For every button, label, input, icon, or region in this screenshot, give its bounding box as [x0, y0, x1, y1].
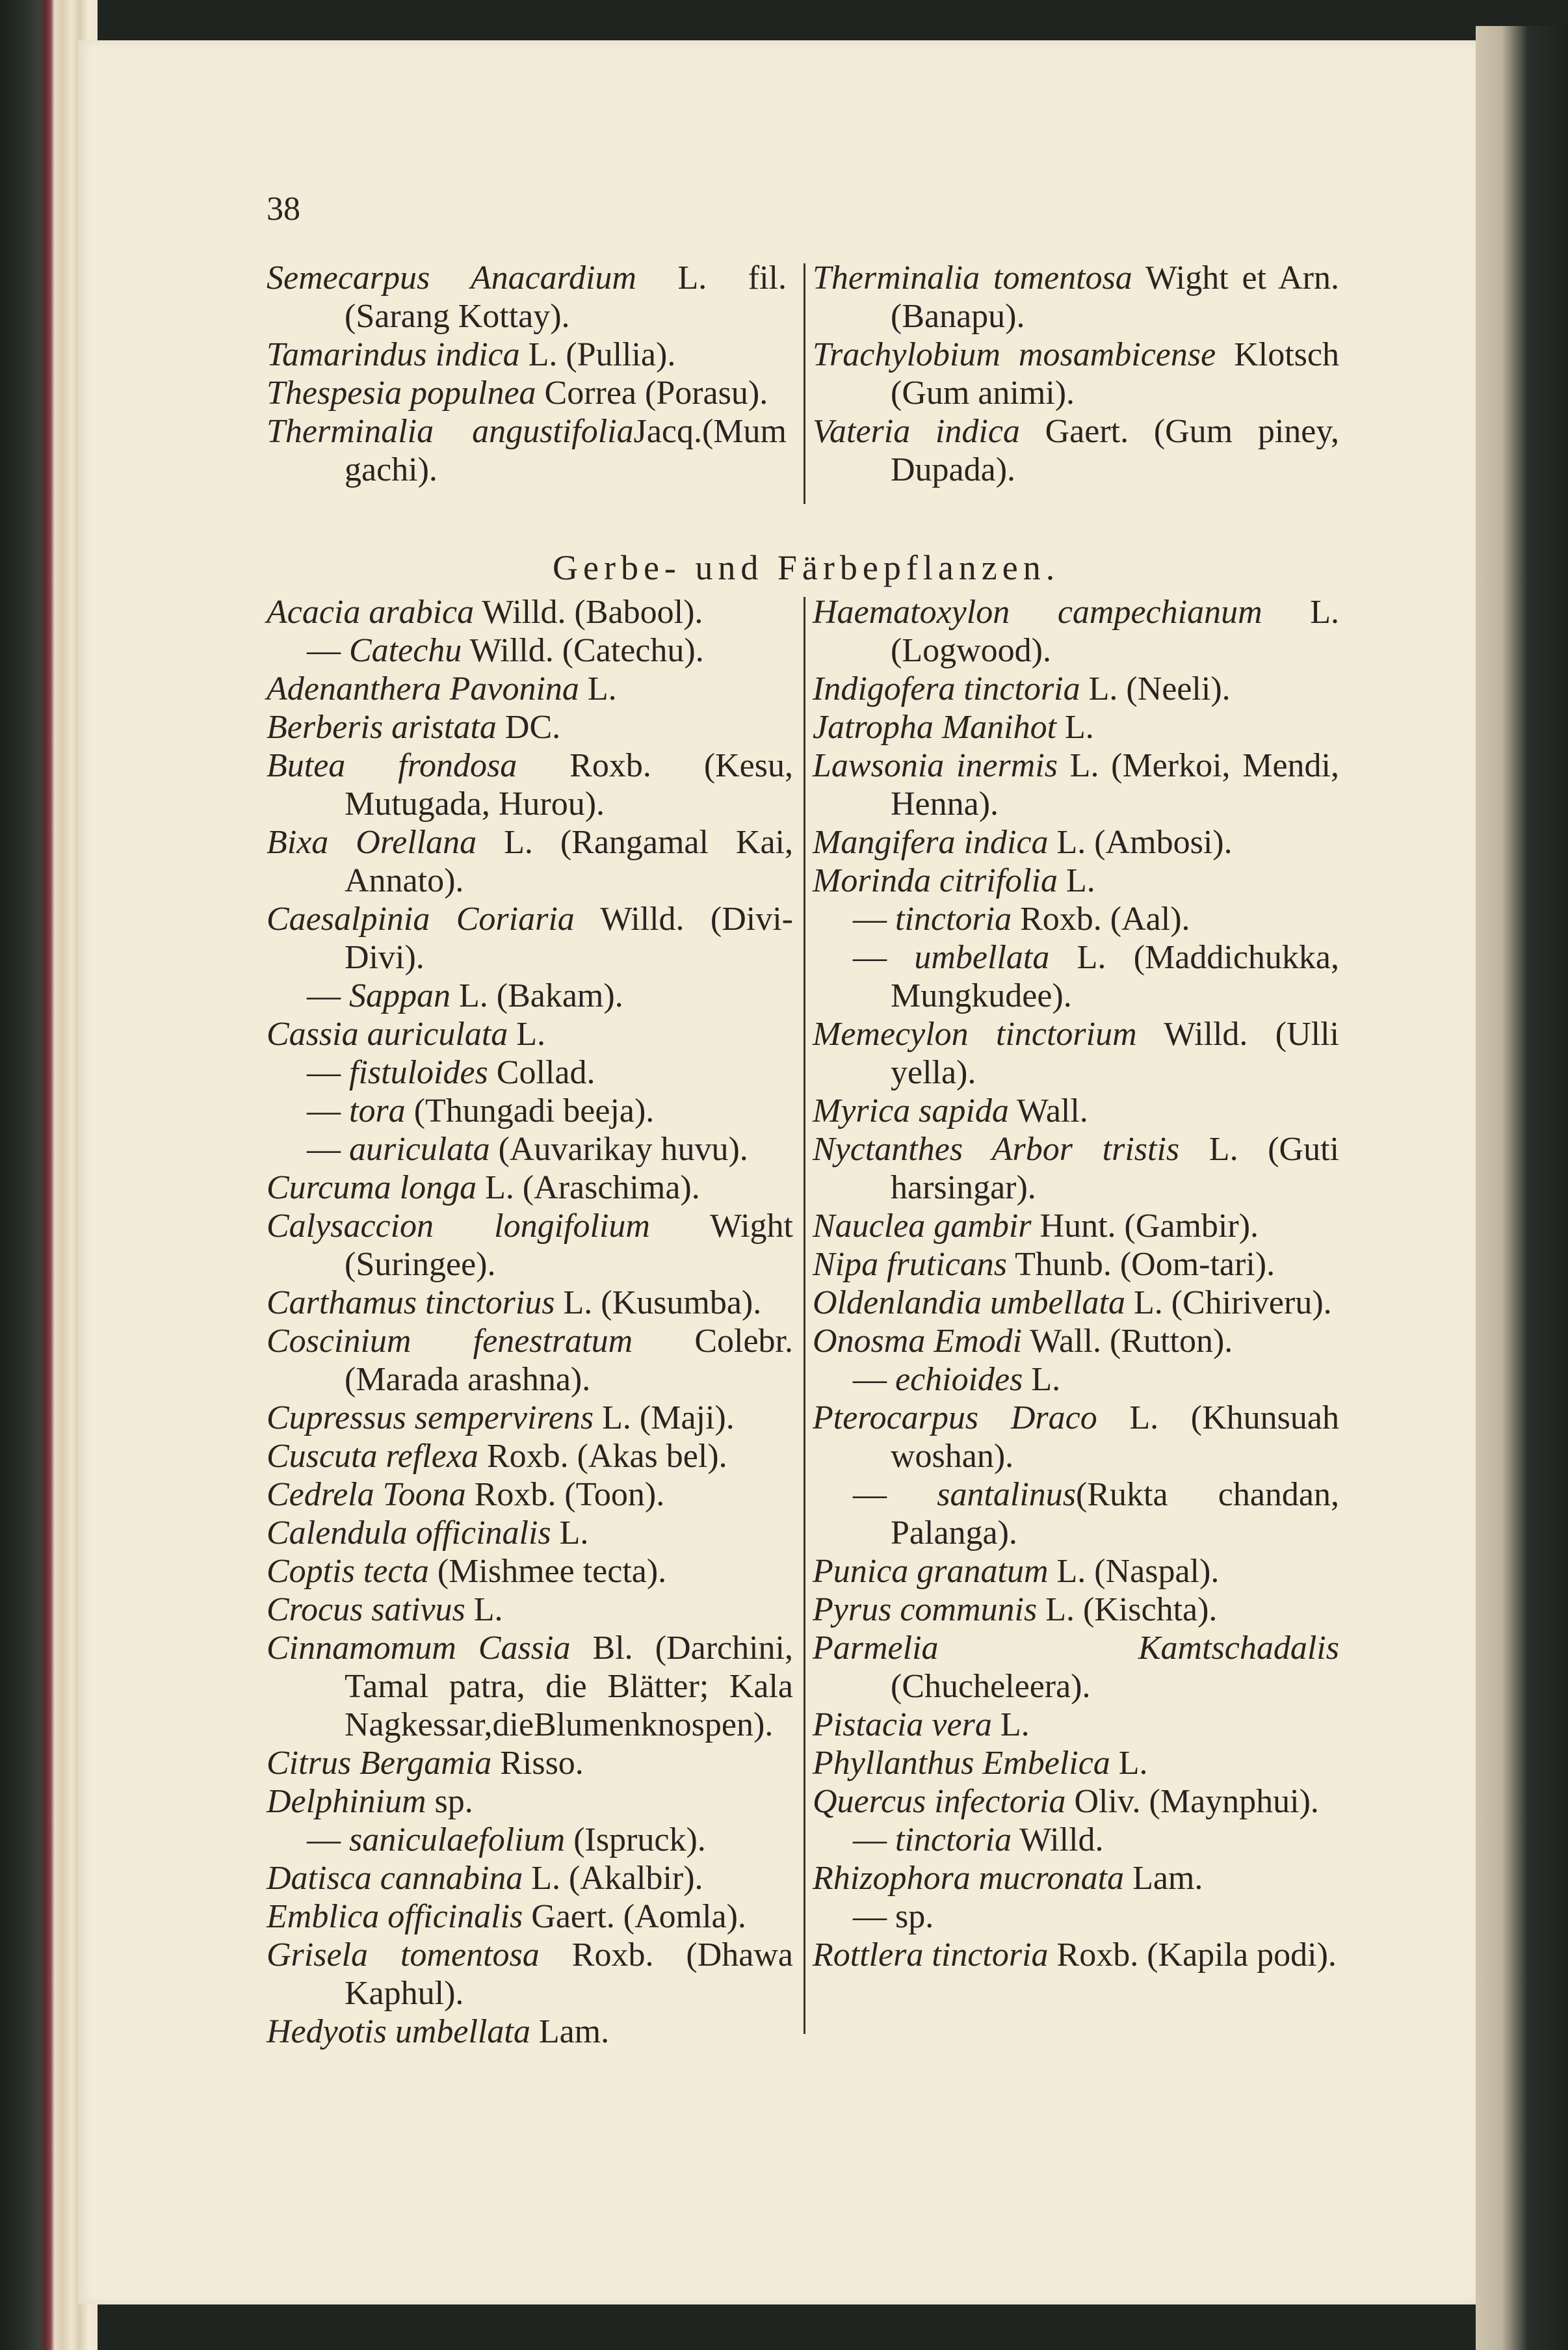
species-name: Cedrela Toona: [267, 1476, 466, 1513]
species-entry: [267, 1744, 793, 1782]
species-entry: [267, 412, 787, 489]
species-entry: [813, 1552, 1339, 1591]
species-entry: [267, 1514, 793, 1552]
species-name: Bixa Orellana: [267, 824, 477, 861]
species-details: L. (Chiriveru).: [1125, 1284, 1332, 1321]
species-name: Jatropha Manihot: [813, 709, 1057, 746]
species-entry: [813, 1475, 1339, 1552]
species-details: Roxb. (Toon).: [465, 1476, 665, 1513]
species-entry: [813, 1706, 1339, 1744]
species-name: tinctoria: [895, 1821, 1012, 1858]
species-details: L. (Kischta).: [1037, 1591, 1218, 1628]
species-details: (Auvarikay huvu).: [490, 1131, 748, 1168]
species-name: Nipa fruticans: [813, 1246, 1008, 1283]
species-details: DC.: [496, 709, 561, 746]
species-details: Roxb. (Aal).: [1012, 901, 1190, 938]
species-entry: [813, 670, 1339, 708]
species-details: L.: [991, 1706, 1030, 1743]
species-name: Nyctanthes Arbor tristis: [813, 1131, 1180, 1168]
species-entry: [267, 1284, 793, 1322]
species-name: Adenanthera Pavonina: [267, 670, 579, 707]
species-details: Roxb. (Kapila podi).: [1048, 1936, 1337, 1974]
species-entry: [267, 900, 793, 977]
species-name: Myrica sapida: [813, 1092, 1009, 1129]
species-entry: [267, 1130, 793, 1168]
species-details: L. (Khunsuah woshan).: [891, 1399, 1339, 1475]
species-name: Catechu: [349, 632, 462, 669]
species-details: Roxb. (Dhawa Kaphul).: [345, 1936, 794, 2012]
species-details: L.: [1058, 862, 1095, 899]
species-name: fistuloides: [349, 1054, 488, 1091]
species-name: Vateria indica: [813, 413, 1020, 450]
species-name: santalinus: [937, 1476, 1077, 1513]
species-details: Jacq.(Mum gachi).: [345, 413, 787, 488]
species-name: Delphinium: [267, 1783, 426, 1820]
species-entry: [813, 593, 1339, 670]
species-name: Onosma Emodi: [813, 1323, 1023, 1360]
species-entry: [267, 1591, 793, 1629]
species-details: L. (Neeli).: [1080, 670, 1231, 707]
species-entry: [813, 1284, 1339, 1322]
species-entry: [813, 259, 1339, 336]
species-name: Nauclea gambir: [813, 1208, 1032, 1245]
species-details: Risso.: [491, 1745, 584, 1782]
species-details: L. (Maji).: [594, 1399, 735, 1436]
species-details: L. (Ambosi).: [1048, 824, 1233, 861]
species-name: Cassia auriculata: [267, 1016, 508, 1053]
species-name: tinctoria: [895, 901, 1012, 938]
species-name: Mangifera indica: [813, 824, 1049, 861]
species-entry: [813, 1744, 1339, 1782]
section-heading: Gerbe- und Färbepflanzen.: [553, 548, 1060, 587]
species-details: Lam.: [530, 2013, 610, 2050]
species-details: L. (Araschima).: [477, 1169, 700, 1206]
species-details: L. (Guti harsingar).: [891, 1131, 1339, 1206]
species-details: L. (Pullia).: [519, 336, 676, 373]
species-details: L. (Maddichukka, Mungkudee).: [891, 939, 1339, 1014]
ditto-dash: —: [853, 901, 895, 938]
species-name: Coscinium fenestratum: [267, 1323, 633, 1360]
species-details: L.: [508, 1016, 546, 1053]
top-right-column: [813, 259, 1339, 489]
species-entry: [813, 336, 1339, 412]
species-entry: [813, 708, 1339, 746]
species-details: sp.: [426, 1783, 473, 1820]
species-name: umbellata: [914, 939, 1050, 976]
species-entry: [813, 1897, 1339, 1936]
species-entry: [813, 938, 1339, 1015]
species-entry: [267, 1322, 793, 1399]
species-name: Crocus sativus: [267, 1591, 465, 1628]
species-details: Hunt. (Gambir).: [1031, 1208, 1259, 1245]
species-entry: [267, 2013, 793, 2051]
species-entry: [813, 412, 1339, 489]
species-name: Lawsonia inermis: [813, 747, 1058, 784]
species-entry: [267, 977, 793, 1015]
main-right-column: [813, 593, 1339, 1974]
species-name: Oldenlandia umbellata: [813, 1284, 1125, 1321]
species-name: Pterocarpus Draco: [813, 1399, 1097, 1436]
species-entry: [813, 900, 1339, 938]
species-entry: [267, 259, 787, 336]
species-entry: [813, 1207, 1339, 1245]
species-entry: [813, 1782, 1339, 1821]
species-entry: [267, 593, 793, 631]
species-details: L. (Merkoi, Mendi, Henna).: [891, 747, 1339, 823]
species-details: Gaert. (Aomla).: [523, 1898, 746, 1935]
species-entry: [813, 1360, 1339, 1399]
species-details: L.: [1023, 1361, 1061, 1398]
species-details: L. fil. (Sarang Kottay).: [345, 259, 787, 335]
ditto-dash: —: [307, 1821, 349, 1858]
species-name: Berberis aristata: [267, 709, 497, 746]
species-name: Sappan: [349, 977, 451, 1014]
species-details: L. (Naspal).: [1048, 1553, 1220, 1590]
species-details: Willd. (Divi-Divi).: [345, 901, 793, 976]
species-details: L. (Akalbir).: [523, 1860, 703, 1897]
species-name: Trachylobium mosambicense: [813, 336, 1216, 373]
species-entry: [267, 1168, 793, 1207]
species-name: Pistacia vera: [813, 1706, 992, 1743]
species-details: (Thungadi beeja).: [405, 1092, 655, 1129]
species-entry: [267, 631, 793, 670]
page-edge: [1476, 26, 1568, 2350]
species-name: auriculata: [349, 1131, 490, 1168]
species-name: tora: [349, 1092, 406, 1129]
species-entry: [267, 374, 787, 412]
species-details: Bl. (Darchini, Tamal patra, die Blätter; Kala Nagkessar,dieBlumenknospen).: [345, 1630, 793, 1743]
species-details: Klotsch (Gum animi).: [891, 336, 1339, 412]
species-entry: [813, 1015, 1339, 1092]
species-entry: [813, 1130, 1339, 1207]
species-details: Roxb. (Akas bel).: [478, 1438, 727, 1475]
species-name: Phyllanthus Embelica: [813, 1745, 1110, 1782]
species-entry: [267, 1053, 793, 1092]
species-name: Butea frondosa: [267, 747, 517, 784]
species-entry: [267, 1475, 793, 1514]
ditto-dash: —: [307, 977, 349, 1014]
species-entry: [267, 670, 793, 708]
species-name: Grisela tomentosa: [267, 1936, 540, 1974]
species-details: Gaert. (Gum piney, Dupada).: [891, 413, 1339, 488]
species-name: Curcuma longa: [267, 1169, 477, 1206]
species-details: L. (Bakam).: [451, 977, 623, 1014]
species-name: Pyrus communis: [813, 1591, 1038, 1628]
species-details: Willd. (Babool).: [474, 594, 703, 631]
species-details: Willd. (Catechu).: [462, 632, 704, 669]
species-details: L.: [579, 670, 617, 707]
species-details: (Rukta chandan, Palanga).: [891, 1476, 1339, 1551]
species-details: L.: [551, 1514, 589, 1551]
species-entry: [267, 1629, 793, 1744]
species-details: Colebr. (Marada arashna).: [345, 1323, 793, 1398]
species-name: Hedyotis umbellata: [267, 2013, 530, 2050]
column-divider-top: [804, 263, 805, 504]
species-entry: [813, 1399, 1339, 1475]
species-entry: [813, 1092, 1339, 1130]
species-entry: [267, 1552, 793, 1591]
species-details: Correa (Porasu).: [536, 375, 768, 412]
species-entry: [267, 1015, 793, 1053]
species-name: Emblica officinalis: [267, 1898, 523, 1935]
species-details: Lam.: [1124, 1860, 1203, 1897]
species-name: Tamarindus indica: [267, 336, 520, 373]
species-entry: [267, 1821, 793, 1859]
ditto-dash: —: [853, 1821, 895, 1858]
species-name: Haematoxylon campechianum: [813, 594, 1262, 631]
species-entry: [813, 1821, 1339, 1859]
species-entry: [267, 823, 793, 900]
species-name: Parmelia Kamtschadalis: [813, 1630, 1339, 1667]
species-name: Cinnamomum Cassia: [267, 1630, 571, 1667]
species-details: Collad.: [488, 1054, 595, 1091]
ditto-dash: —: [307, 1092, 349, 1129]
species-details: L.: [1056, 709, 1094, 746]
species-entry: [813, 1629, 1339, 1706]
main-left-column: [267, 593, 793, 2051]
species-name: Thespesia populnea: [267, 375, 536, 412]
species-name: Punica granatum: [813, 1553, 1049, 1590]
species-details: (Ispruck).: [565, 1821, 706, 1858]
species-entry: [267, 1936, 793, 2013]
species-name: Citrus Bergamia: [267, 1745, 492, 1782]
species-name: Caesalpinia Coriaria: [267, 901, 575, 938]
species-entry: [267, 1859, 793, 1897]
species-entry: [813, 823, 1339, 862]
species-name: Carthamus tinctorius: [267, 1284, 555, 1321]
ditto-dash: —: [853, 1476, 937, 1513]
species-name: Rhizophora mucronata: [813, 1860, 1125, 1897]
species-details: L. (Logwood).: [891, 594, 1339, 669]
species-name: Cupressus sempervirens: [267, 1399, 594, 1436]
species-name: Quercus infectoria: [813, 1783, 1066, 1820]
species-name: Datisca cannabina: [267, 1860, 523, 1897]
species-entry: [813, 1245, 1339, 1284]
species-details: L. (Rangamal Kai, Annato).: [345, 824, 794, 899]
species-name: Semecarpus Anacardium: [267, 259, 636, 297]
ditto-dash: —: [307, 1054, 349, 1091]
species-entry: [267, 336, 787, 374]
species-entry: [813, 1859, 1339, 1897]
species-name: Morinda citrifolia: [813, 862, 1058, 899]
species-name: Coptis tecta: [267, 1553, 429, 1590]
species-entry: [267, 1092, 793, 1130]
species-name: Cuscuta reflexa: [267, 1438, 478, 1475]
species-entry: [267, 1782, 793, 1821]
ditto-dash: —: [853, 1898, 895, 1935]
species-entry: [267, 1207, 793, 1284]
species-entry: [813, 1936, 1339, 1974]
ditto-dash: —: [307, 632, 349, 669]
species-details: Wight et Arn. (Banapu).: [891, 259, 1339, 335]
species-entry: [267, 1399, 793, 1437]
species-entry: [813, 862, 1339, 900]
species-name: echioides: [895, 1361, 1023, 1398]
species-details: Oliv. (Maynphui).: [1065, 1783, 1319, 1820]
species-entry: [267, 746, 793, 823]
species-name: Indigofera tinctoria: [813, 670, 1080, 707]
species-details: Thunb. (Oom-tari).: [1007, 1246, 1275, 1283]
species-name: Calysaccion longifolium: [267, 1208, 650, 1245]
species-details: Wall.: [1008, 1092, 1088, 1129]
page-number: 38: [267, 191, 300, 228]
species-details: L.: [465, 1591, 503, 1628]
species-details: sp.: [895, 1898, 934, 1935]
species-details: (Chucheleera).: [891, 1668, 1091, 1705]
species-name: Memecylon tinctorium: [813, 1016, 1137, 1053]
ditto-dash: —: [307, 1131, 349, 1168]
species-details: Wight (Suringee).: [345, 1208, 794, 1283]
species-name: saniculaefolium: [349, 1821, 566, 1858]
column-divider-main: [804, 597, 805, 2034]
ditto-dash: —: [853, 1361, 895, 1398]
species-entry: [267, 1437, 793, 1475]
species-name: Therminalia tomentosa: [813, 259, 1132, 297]
species-name: Rottlera tinctoria: [813, 1936, 1049, 1974]
species-entry: [267, 1897, 793, 1936]
species-entry: [813, 746, 1339, 823]
species-name: Acacia arabica: [267, 594, 475, 631]
ditto-dash: —: [853, 939, 915, 976]
species-details: L.: [1110, 1745, 1148, 1782]
top-left-column: [267, 259, 787, 489]
species-details: Willd. (Ulli yella).: [891, 1016, 1339, 1091]
species-name: Therminalia angustifolia: [267, 413, 634, 450]
species-entry: [813, 1591, 1339, 1629]
species-entry: [267, 708, 793, 746]
species-details: L. (Kusumba).: [555, 1284, 762, 1321]
species-details: (Mishmee tecta).: [428, 1553, 667, 1590]
species-entry: [813, 1322, 1339, 1360]
species-name: Calendula officinalis: [267, 1514, 551, 1551]
species-details: Willd.: [1012, 1821, 1104, 1858]
species-details: Wall. (Rutton).: [1022, 1323, 1233, 1360]
species-details: Roxb. (Kesu, Mutugada, Hurou).: [345, 747, 793, 823]
